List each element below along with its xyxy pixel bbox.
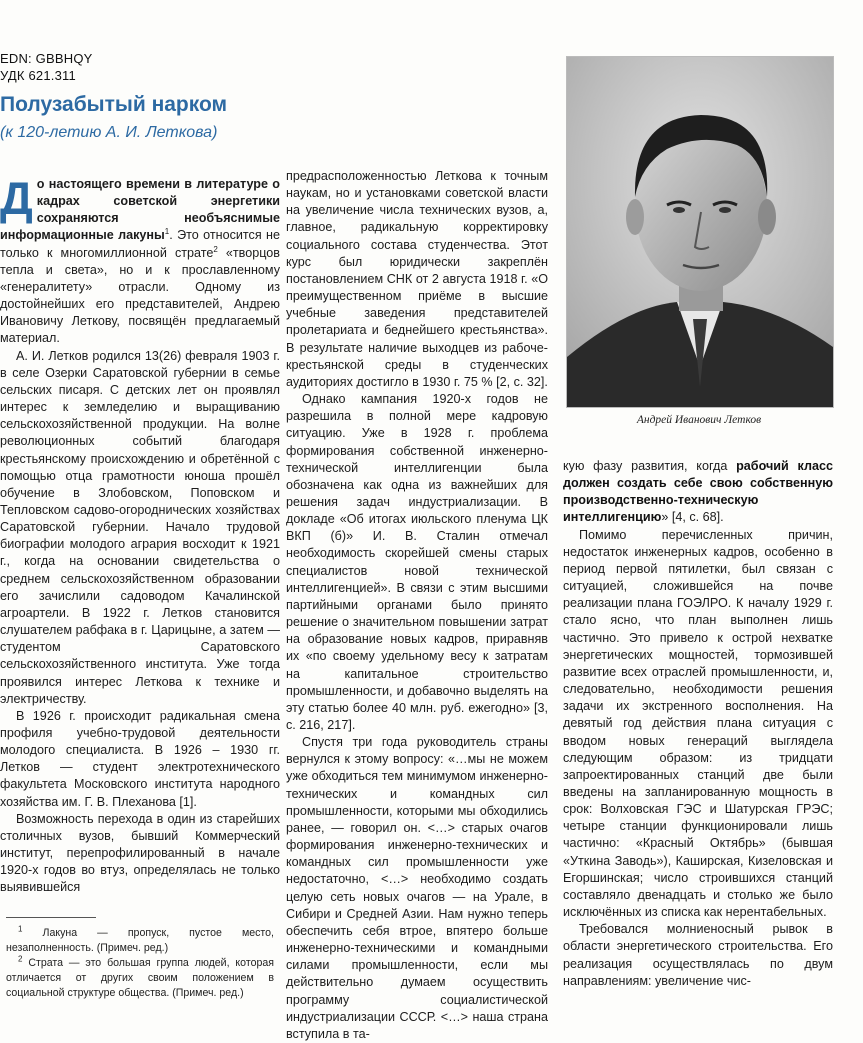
drop-cap: Д xyxy=(0,172,33,224)
intro-mid: . Это относится не только к многомиллионной страте xyxy=(0,228,280,260)
photo-caption: Андрей Иванович Летков xyxy=(636,414,762,426)
footnote-text: Страта — это большая группа людей, которая отличается от других своим положением в социальной структуре общества. (Примеч. ред.) xyxy=(6,957,274,999)
text-column-2 xyxy=(286,168,548,1041)
intro-end: «творцов тепла и света», но и к прославленному «генералитету» отрасли. Одному из достойнейших его представителей, Андрею Ивановичу Леткову, посвящён предлагаемый материал. xyxy=(0,245,280,346)
text-column-1 xyxy=(0,172,280,906)
paragraph: Спустя три года руководитель страны вернулся к этому вопросу: «…мы не можем уже обходиться тем минимумом инженерно-технических и командных сил промышленности, которыми мы обходились ранее, — говорил он. <…> старых очагов формирования инженерно-технических и командных сил промышленности уже недостаточно, <…> необходимо создать целую сеть новых очагов — на Урале, в Сибири и Средней Азии. Нам нужно теперь обеспечить себя втрое, впятеро больше инженерно-техническими и командными силами промышленности, если мы действительно думаем осуществить программу социалистической индустриализации СССР. <…> наша страна вступила в та- xyxy=(286,735,548,1041)
footnote-ref-2[interactable]: 2 xyxy=(213,244,218,254)
udk-code: УДК 621.311 xyxy=(0,68,76,83)
footnote-1 xyxy=(6,926,274,956)
paragraph: Однако кампания 1920-х годов не разрешила в полной мере кадровую ситуацию. Уже в 1928 г. проблема формирования собственной инженерно-технической интеллигенции была обозначена как одна из важнейших для решения задач индустриализации. В докладе «Об итогах июльского пленума ЦК ВКП (б)» И. В. Сталин отмечал необходимость скорейшей смены старых специалистов новой технической интеллигенцией». В связи с этим высшими партийными органами было принято решение о значительном повышении затрат на образование новых кадров, приравняв их «по своему удельному весу к затратам на капитальное строительство промышленности, и добавочно выделять на эту статью более 40 млн. руб. ежегодно» [3, с. 216, 217]. xyxy=(286,392,548,732)
emphasized-quote: рабочий класс должен создать себе свою собственную производственно-техническую интеллигенцию xyxy=(563,459,833,525)
footnote-2 xyxy=(6,956,274,1001)
footnote-mark: 2 xyxy=(18,954,23,964)
footnotes xyxy=(6,926,274,1001)
paragraph xyxy=(563,458,833,527)
paragraph: Возможность перехода в один из старейших столичных вузов, бывший Коммерческий институт, перепрофилированный в начале 1920-х годов во втуз, определялась не только выявившейся xyxy=(0,811,280,895)
paragraph: В 1926 г. происходит радикальная смена профиля учебно-трудовой деятельности молодого специалиста. В 1926 – 1930 гг. Летков — студент электротехнического факультета Московского института народного хозяйства им. Г. В. Плеханова [1]. xyxy=(0,708,280,809)
text-fragment: кую фазу развития, когда xyxy=(563,459,737,473)
article-title: Полузабытый нарком xyxy=(0,93,228,116)
portrait-photo xyxy=(566,56,834,408)
text-fragment: » [4, с. 68]. xyxy=(661,510,724,525)
paragraph: А. И. Летков родился 13(26) февраля 1903 г. в селе Озерки Саратовской губернии в семье сельских писаря. С детских лет он проявлял интерес к земледелию и выращиванию сельскохозяйственной продукции. На волне революционных событий благодаря крестьянскому происхождению и обретённой с помощью отца грамотности юноша прошёл обучение в Злобовском, Поповском и Тепловском садово-огороднических хозяйствах Саратовской губернии. Начало трудовой биографии молодого агрария восходит к 1921 г., когда на основании свидетельства о среднем сельскохозяйственном образовании его зачислили садоводом Качалинской агроартели. В 1922 г. Летков становится слушателем рабфака в г. Царицыне, а затем — студентом Саратовского сельскохозяйственного института. Уже тогда проявился интерес Леткова к технике и электричеству. xyxy=(0,348,280,706)
paragraph: Помимо перечисленных причин, недостаток инженерных кадров, особенно в период первой пятилетки, был связан с ситуацией, сложившейся на почве реализации плана ГОЭЛРО. К началу 1929 г. стало ясно, что план выполнен лишь частично. Это привело к острой нехватке энергетических мощностей, тормозившей развитие всех отраслей промышленности, и, следовательно, необходимости решения задачи их экстренного восполнения. На девятый год действия плана ситуация с вводом новых генераций выглядела следующим образом: из тридцати запроектированных станций две были введены на запланированную мощность в срок: Волховская ГЭС и Шатурская ГРЭС; четыре станции функционировали лишь частично: «Красный Октябрь» (бывшая «Уткина Заводь»), Каширская, Кизеловская и Егоршинская; число строившихся станций составляло двенадцать и столько же было исключённых из списка как нерентабельных. xyxy=(563,527,833,920)
lead-text: о настоящего времени в литературе о кадрах советской энергетики сохраняются необъяснимые информационные лакуны xyxy=(0,177,280,243)
text-column-3 xyxy=(563,458,833,1024)
paragraph: Требовался молниеносный рывок в области энергетического строительства. Его реализация осуществлялась по двум направлениям: увеличение чис- xyxy=(563,922,833,988)
portrait-illustration xyxy=(567,57,833,407)
footnote-mark: 1 xyxy=(18,924,23,934)
paragraph-intro xyxy=(0,172,280,348)
footnote-text: Лакуна — пропуск, пустое место, незаполненность. (Примеч. ред.) xyxy=(6,927,274,954)
footnote-ref-1[interactable]: 1 xyxy=(164,227,170,237)
edn-code: EDN: GBBHQY xyxy=(0,51,93,66)
paragraph: предрасположенностью Леткова к точным наукам, но и установками советской власти на увеличение числа технических вузов, а, главное, радикальную корректировку социального состава студенчества. Этот курс был юридически закреплён постановлением СНК от 2 августа 1918 г. «О преимущественном приёме в высшие учебные заведения представителей пролетариата и беднейшего крестьянства». В результате наличие выходцев из рабоче-крестьянской среды в студенческих аудиториях достигло в 1930 г. 75 % [2, с. 32]. xyxy=(286,169,548,389)
footnote-divider xyxy=(6,917,96,918)
article-subtitle: (к 120-летию А. И. Леткова) xyxy=(0,124,218,141)
